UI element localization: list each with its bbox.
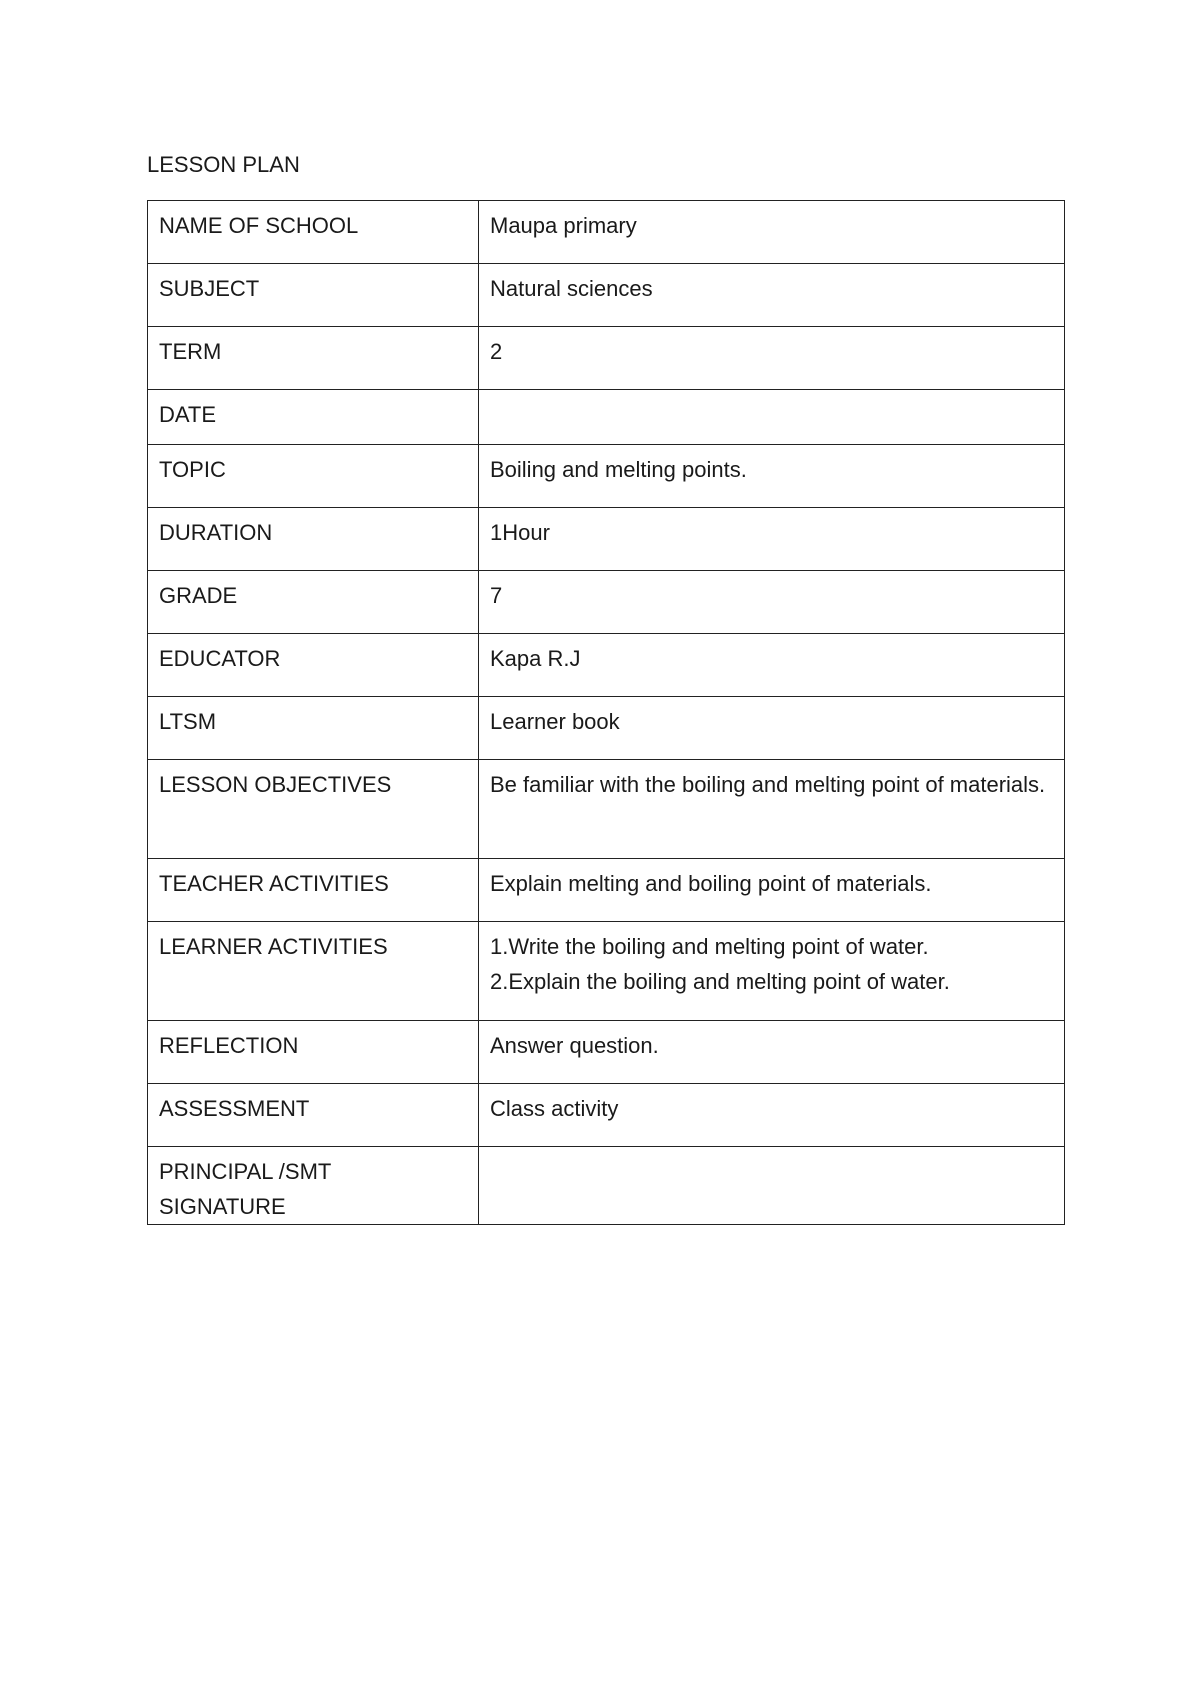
row-label: LESSON OBJECTIVES	[148, 760, 479, 859]
lesson-plan-table	[147, 200, 1065, 1225]
row-label: GRADE	[148, 571, 479, 634]
row-label: TOPIC	[148, 445, 479, 508]
row-label: LEARNER ACTIVITIES	[148, 922, 479, 1021]
row-label: DATE	[148, 390, 479, 445]
signature-label-line: SIGNATURE	[159, 1194, 286, 1219]
row-lesson-objectives	[148, 760, 1065, 859]
row-value: Be familiar with the boiling and melting point of materials.	[479, 760, 1065, 859]
row-label: EDUCATOR	[148, 634, 479, 697]
row-value: 2	[479, 327, 1065, 390]
row-label: REFLECTION	[148, 1021, 479, 1084]
row-reflection	[148, 1021, 1065, 1084]
row-value: 7	[479, 571, 1065, 634]
learner-activity-line: 2.Explain the boiling and melting point of water.	[490, 969, 950, 994]
row-label: LTSM	[148, 697, 479, 760]
row-value: Learner book	[479, 697, 1065, 760]
row-principal-signature	[148, 1147, 1065, 1225]
row-value: Class activity	[479, 1084, 1065, 1147]
document-title: LESSON PLAN	[147, 152, 300, 177]
row-value	[479, 922, 1065, 1021]
row-value: Answer question.	[479, 1021, 1065, 1084]
row-value: Natural sciences	[479, 264, 1065, 327]
row-label: SUBJECT	[148, 264, 479, 327]
signature-field[interactable]	[479, 1147, 1065, 1225]
row-learner-activities	[148, 922, 1065, 1021]
row-label: TEACHER ACTIVITIES	[148, 859, 479, 922]
row-subject	[148, 264, 1065, 327]
row-label: ASSESSMENT	[148, 1084, 479, 1147]
row-value	[479, 390, 1065, 445]
row-assessment	[148, 1084, 1065, 1147]
row-grade	[148, 571, 1065, 634]
row-ltsm	[148, 697, 1065, 760]
row-label: DURATION	[148, 508, 479, 571]
row-label	[148, 1147, 479, 1225]
signature-label-line: PRINCIPAL /SMT	[159, 1159, 332, 1184]
learner-activity-line: 1.Write the boiling and melting point of water.	[490, 934, 929, 959]
row-term	[148, 327, 1065, 390]
row-value: Kapa R.J	[479, 634, 1065, 697]
row-name-of-school	[148, 201, 1065, 264]
row-value: Maupa primary	[479, 201, 1065, 264]
row-educator	[148, 634, 1065, 697]
row-value: Explain melting and boiling point of materials.	[479, 859, 1065, 922]
row-label: TERM	[148, 327, 479, 390]
row-value: Boiling and melting points.	[479, 445, 1065, 508]
row-duration	[148, 508, 1065, 571]
row-label: NAME OF SCHOOL	[148, 201, 479, 264]
row-date	[148, 390, 1065, 445]
row-topic	[148, 445, 1065, 508]
row-teacher-activities	[148, 859, 1065, 922]
row-value: 1Hour	[479, 508, 1065, 571]
